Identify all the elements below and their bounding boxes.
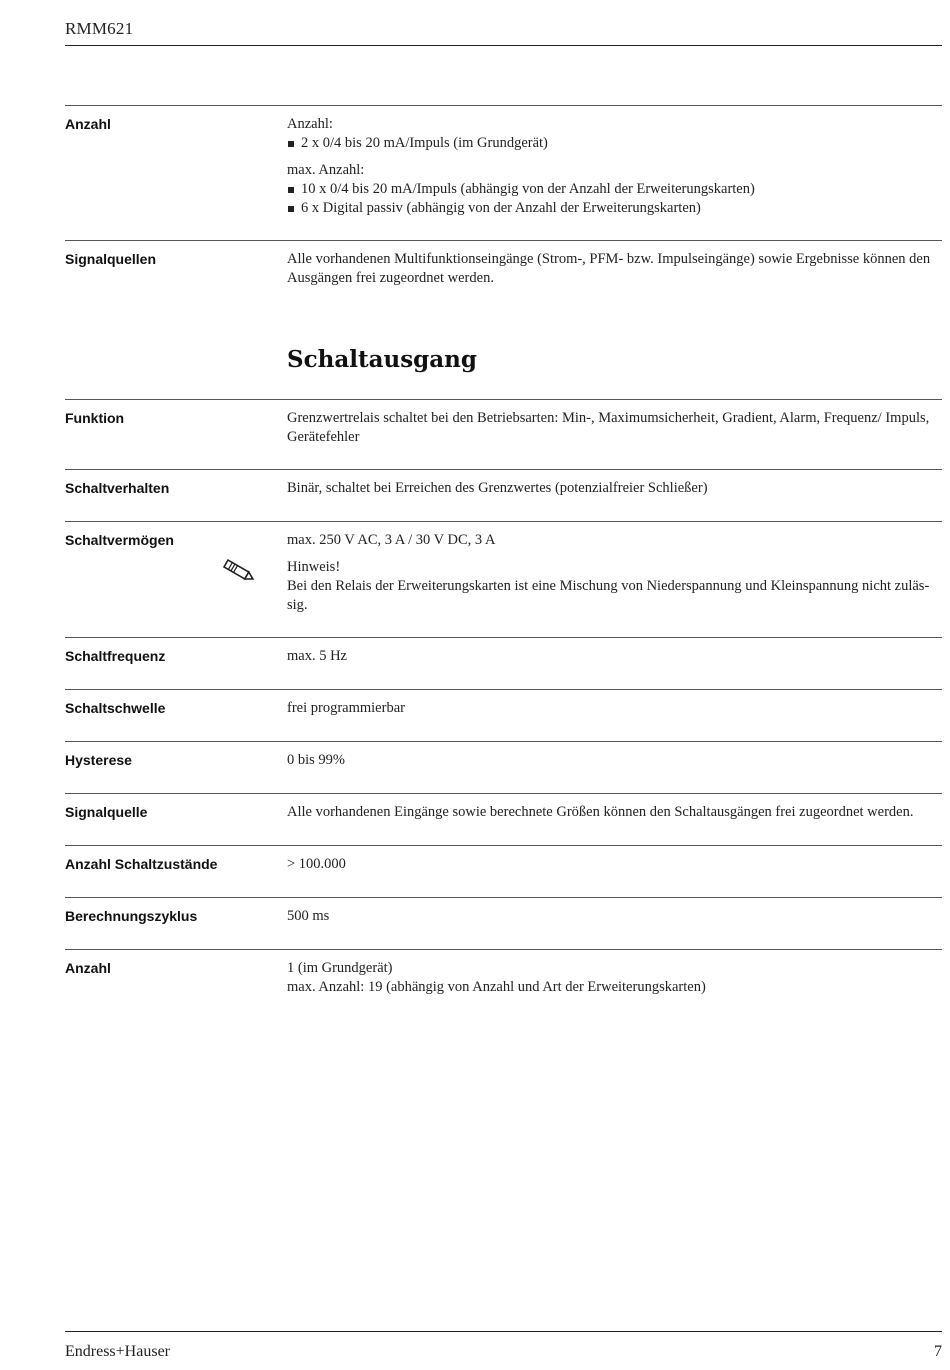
spec-row-schaltfrequenz (65, 637, 942, 690)
spec-label: Hysterese (65, 752, 132, 768)
spec-label: Schaltschwelle (65, 700, 166, 716)
spec-value: 500 ms (287, 908, 330, 924)
spec-value: > 100.000 (287, 856, 346, 872)
spec-row-anzahl (65, 105, 942, 240)
section-heading: Schaltausgang (287, 346, 477, 373)
spec-label: Funktion (65, 410, 125, 426)
document-title: RMM621 (65, 19, 134, 38)
spec-value (287, 115, 942, 218)
spec-label: Anzahl (65, 116, 111, 132)
spec-text: Anzahl: (287, 116, 333, 132)
spec-row-signalquellen (65, 240, 942, 331)
spec-label: Schaltvermögen (65, 532, 174, 548)
footer-divider (65, 1331, 942, 1332)
spec-text: max. Anzahl: 19 (abhängig von Anzahl und Art der Erweiterungskarten) (287, 979, 706, 995)
spec-row-hysterese (65, 741, 942, 794)
spec-row-schaltvermoegen (65, 521, 942, 638)
spec-text: max. Anzahl: (287, 162, 365, 178)
spec-value: Alle vorhandenen Eingänge sowie berechnete Größen können den Schaltausgängen frei zugeordnet werden. (287, 804, 914, 820)
spec-label: Schaltverhalten (65, 480, 170, 496)
spec-value (287, 959, 942, 997)
spec-label: Anzahl (65, 960, 111, 976)
spec-label: Schaltfrequenz (65, 648, 166, 664)
footer-brand: Endress+Hauser (65, 1343, 170, 1360)
list-item (287, 180, 942, 199)
spec-text: max. 250 V AC, 3 A / 30 V DC, 3 A (287, 532, 496, 548)
spec-row-anzahl-schaltausgang (65, 949, 942, 1020)
spec-value: frei programmierbar (287, 700, 405, 716)
bullet-icon (288, 141, 294, 147)
spec-row-schaltschwelle (65, 689, 942, 742)
page-number: 7 (934, 1343, 942, 1360)
spec-label: Anzahl Schaltzustände (65, 856, 218, 872)
spec-value: Grenzwertrelais schaltet bei den Betriebsarten: Min-, Maximumsicherheit, Gradient, Alarm, Frequenz/ Impuls, Gerätefehler (287, 410, 930, 445)
bullet-list (287, 134, 942, 153)
spec-row-signalquelle (65, 793, 942, 846)
pencil-note-icon (220, 556, 258, 586)
spec-row-anzahl-schaltzustaende (65, 845, 942, 898)
bullet-list (287, 180, 942, 218)
header-divider (65, 45, 942, 46)
spec-row-schaltverhalten (65, 469, 942, 522)
bullet-icon (288, 187, 294, 193)
note-title: Hinweis! (287, 559, 341, 575)
spec-row-berechnungszyklus (65, 897, 942, 950)
list-item-text: 10 x 0/4 bis 20 mA/Impuls (abhängig von der Anzahl der Erweiterungskarten) (301, 181, 755, 197)
spec-value: max. 5 Hz (287, 648, 347, 664)
list-item (287, 199, 942, 218)
spec-label: Berechnungszyklus (65, 908, 198, 924)
spec-label: Signalquellen (65, 251, 157, 267)
list-item-text: 6 x Digital passiv (abhängig von der Anzahl der Erweiterungskarten) (301, 200, 701, 216)
spec-value: Alle vorhandenen Multifunktionseingänge (Strom-, PFM- bzw. Impulseingänge) sowie Ergebnisse können den Ausgängen frei zugeordnet werden. (287, 251, 931, 286)
list-item (287, 134, 942, 153)
note-text: Bei den Relais der Erweiterungskarten ist eine Mischung von Niederspannung und Kleinspannung nicht zuläs-sig. (287, 578, 930, 613)
spec-row-funktion (65, 399, 942, 470)
spec-value: 0 bis 99% (287, 752, 345, 768)
spec-text: 1 (im Grundgerät) (287, 960, 393, 976)
bullet-icon (288, 206, 294, 212)
spec-label: Signalquelle (65, 804, 148, 820)
list-item-text: 2 x 0/4 bis 20 mA/Impuls (im Grundgerät) (301, 135, 548, 151)
spec-value: Binär, schaltet bei Erreichen des Grenzwertes (potenzialfreier Schließer) (287, 480, 708, 496)
spec-value (287, 531, 942, 615)
